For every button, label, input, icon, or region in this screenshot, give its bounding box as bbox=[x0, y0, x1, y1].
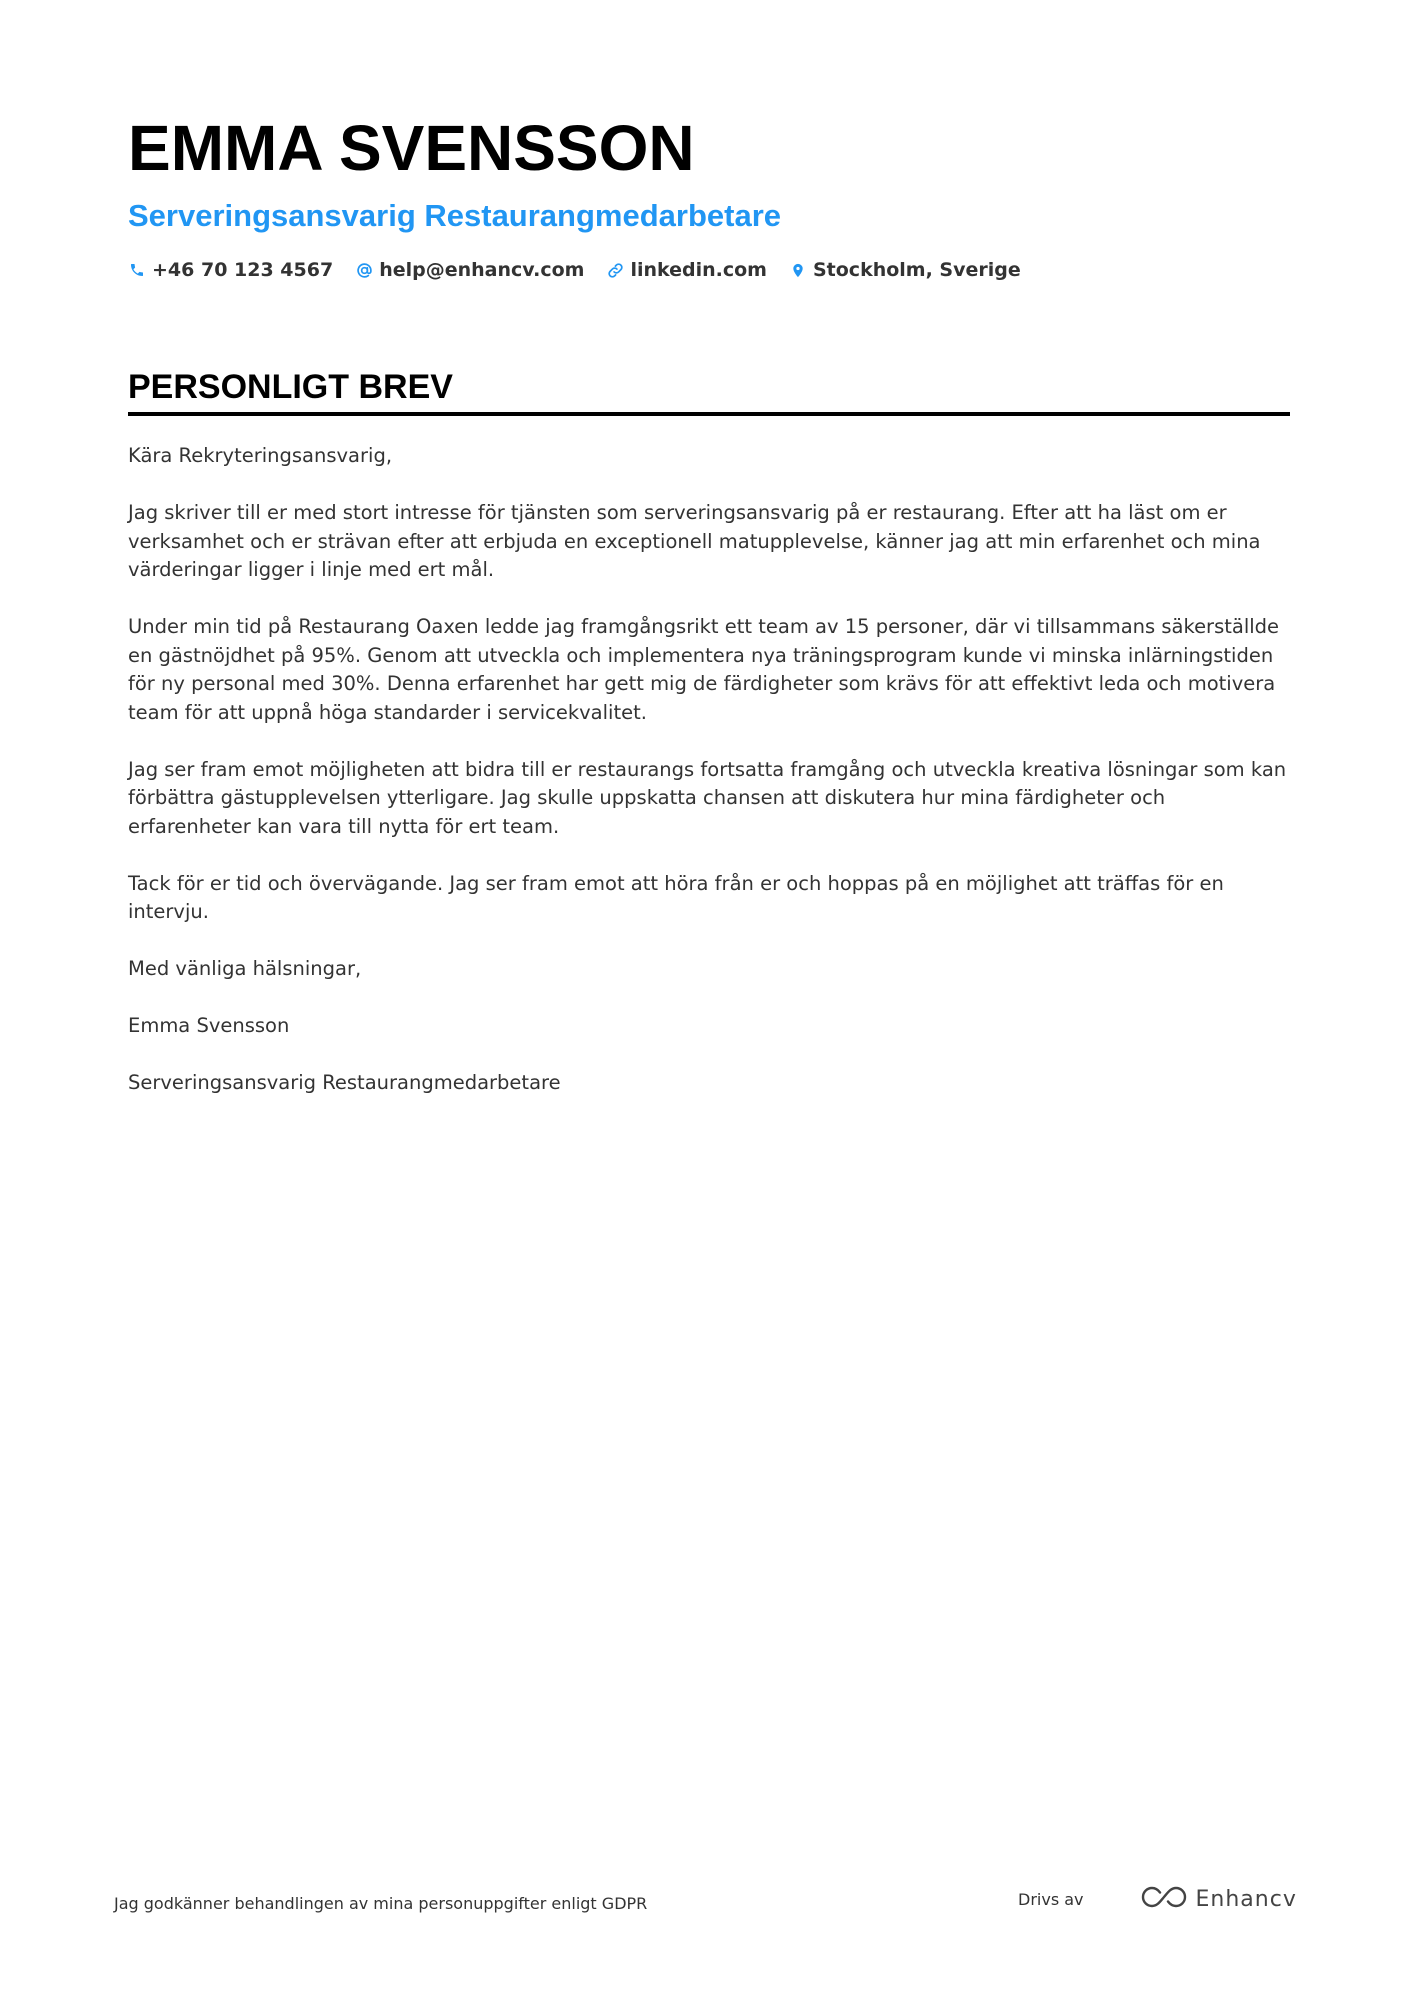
gdpr-notice: Jag godkänner behandlingen av mina personuppgifter enligt GDPR bbox=[114, 1894, 648, 1913]
candidate-role: Serveringsansvarig Restaurangmedarbetare bbox=[128, 198, 782, 233]
candidate-name: EMMA SVENSSON bbox=[128, 112, 695, 184]
contact-phone-text: +46 70 123 4567 bbox=[152, 259, 334, 281]
contact-location bbox=[789, 259, 1021, 281]
contact-linkedin-text: linkedin.com bbox=[630, 259, 767, 281]
letter-paragraph: Tack för er tid och övervägande. Jag ser fram emot att höra från er och hoppas på en möjlighet att träffas för en intervju. bbox=[128, 871, 1224, 923]
contact-location-text: Stockholm, Sverige bbox=[812, 259, 1021, 281]
enhancv-logo-icon bbox=[1140, 1884, 1188, 1914]
letter-greeting: Kära Rekryteringsansvarig, bbox=[128, 444, 393, 467]
signature-title: Serveringsansvarig Restaurangmedarbetare bbox=[128, 1071, 561, 1094]
contact-list bbox=[128, 259, 1290, 281]
contact-linkedin[interactable] bbox=[606, 259, 767, 281]
section-title: PERSONLIGT BREV bbox=[128, 368, 453, 406]
brand-name: Enhancv bbox=[1195, 1886, 1297, 1912]
contact-phone bbox=[128, 259, 333, 281]
signature-name: Emma Svensson bbox=[128, 1014, 290, 1037]
phone-icon bbox=[128, 261, 146, 279]
at-icon bbox=[355, 261, 373, 279]
contact-email[interactable] bbox=[355, 259, 584, 281]
header bbox=[128, 108, 1290, 281]
cover-letter-section bbox=[128, 364, 1290, 1126]
letter-paragraph: Jag ser fram emot möjligheten att bidra till er restaurangs fortsatta framgång och utveckla kreativa lösningar som kan förbättra gästupplevelsen ytterligare. Jag skulle uppskatta chansen att diskutera hur mina färdigheter och erfarenheter kan vara till nytta för ert team. bbox=[128, 757, 1287, 838]
letter-closing: Med vänliga hälsningar, bbox=[128, 957, 362, 980]
contact-email-text: help@enhancv.com bbox=[379, 259, 585, 281]
letter-paragraph: Under min tid på Restaurang Oaxen ledde jag framgångsrikt ett team av 15 personer, där vi tillsammans säkerställde en gästnöjdhet på 95%. Genom att utveckla och implementera nya träningsprogram kunde vi minska inlärningstiden för ny personal med 30%. Denna erfarenhet har gett mig de färdigheter som krävs för att effektivt leda och motivera team för att uppnå höga standarder i servicekvalitet. bbox=[128, 615, 1280, 724]
letter-body bbox=[128, 442, 1290, 1098]
footer-branding bbox=[1018, 1884, 1297, 1914]
powered-by-label: Drivs av bbox=[1018, 1889, 1084, 1909]
enhancv-logo[interactable] bbox=[1140, 1884, 1297, 1914]
link-icon bbox=[606, 261, 624, 279]
map-pin-icon bbox=[789, 261, 807, 279]
section-divider bbox=[128, 412, 1290, 416]
letter-paragraph: Jag skriver till er med stort intresse för tjänsten som serveringsansvarig på er restaurang. Efter att ha läst om er verksamhet och er strävan efter att erbjuda en exceptionell matupplevelse, känner jag att min erfarenhet och mina värderingar ligger i linje med ert mål. bbox=[128, 501, 1261, 581]
